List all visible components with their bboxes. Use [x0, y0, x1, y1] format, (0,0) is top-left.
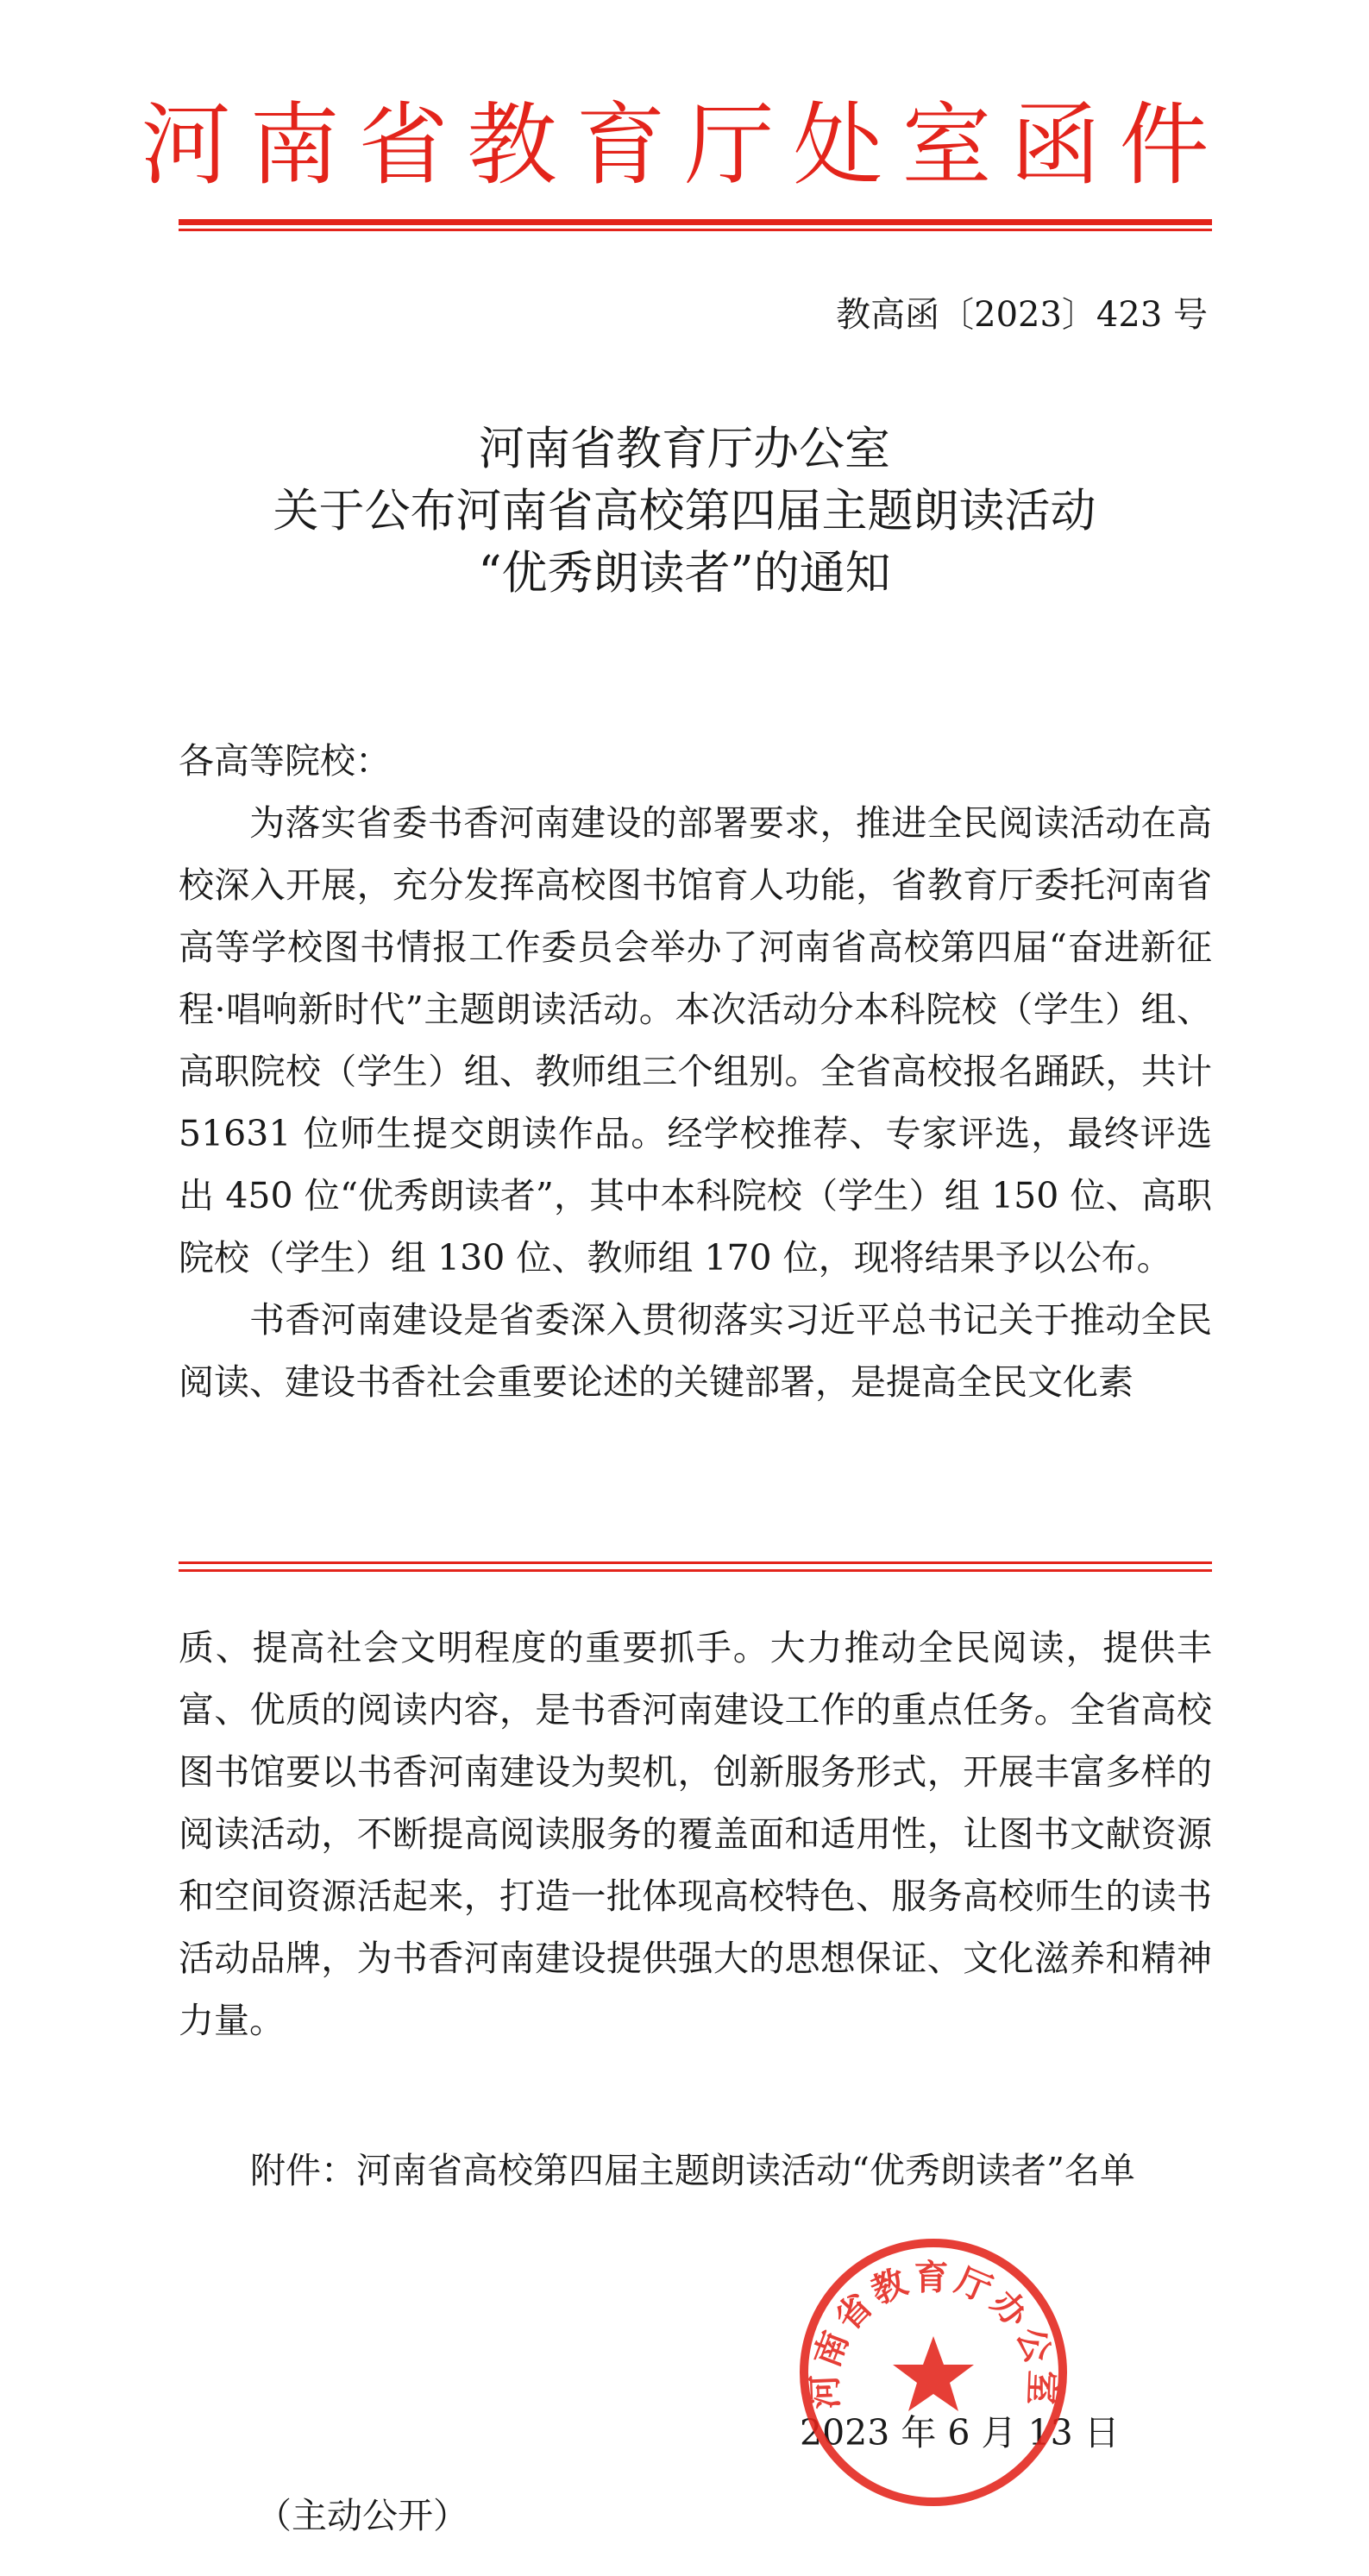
- masthead-rule-thick: [179, 219, 1212, 225]
- body-section-2: [179, 1617, 1212, 2051]
- star-icon: [893, 2336, 974, 2411]
- paragraph-2-continued: 质、提高社会文明程度的重要抓手。大力推动全民阅读，提供丰富、优质的阅读内容，是书香河南建设工作的重点任务。全省高校图书馆要以书香河南建设为契机，创新服务形式，开展丰富多样的阅读活动，不断提高阅读服务的覆盖面和适用性，让图书文献资源和空间资源活起来，打造一批体现高校特色、服务高校师生的读书活动品牌，为书香河南建设提供强大的思想保证、文化滋养和精神力量。: [179, 1627, 1212, 2041]
- document-number: 教高函〔2023〕423 号: [836, 295, 1208, 335]
- masthead-rule-thin: [179, 229, 1212, 231]
- seal-text: 河南省教育厅办公室: [804, 2257, 1063, 2410]
- paragraph-2: 书香河南建设是省委深入贯彻落实习近平总书记关于推动全民阅读、建设书香社会重要论述的关键部署，是提高全民文化素: [179, 1299, 1212, 1403]
- title-line-2: 关于公布河南省高校第四届主题朗读活动: [273, 485, 1096, 537]
- section-divider-top: [179, 1561, 1212, 1564]
- document-title: [0, 418, 1369, 605]
- attachment-note: 附件：河南省高校第四届主题朗读活动“优秀朗读者”名单: [250, 2150, 1135, 2191]
- issue-date: 2023 年 6 月 13 日: [800, 2412, 1120, 2453]
- masthead-title: 河南省教育厅处室函件: [141, 92, 1228, 198]
- title-line-1: 河南省教育厅办公室: [479, 423, 890, 475]
- section-divider-bottom: [179, 1569, 1212, 1572]
- paragraph-1: 为落实省委书香河南建设的部署要求，推进全民阅读活动在高校深入开展，充分发挥高校图书馆育人功能，省教育厅委托河南省高等学校图书情报工作委员会举办了河南省高校第四届“奋进新征程·唱响新时代”主题朗读活动。本次活动分本科院校（学生）组、高职院校（学生）组、教师组三个组别。全省高校报名踊跃，共计 51631 位师生提交朗读作品。经学校推荐、专家评选，最终评选出 450 位“优秀朗读者”，其中本科院校（学生）组 150 位、高职院校（学生）组 130 位、教师组 170 位，现将结果予以公布。: [179, 802, 1212, 1279]
- disclosure-note: （主动公开）: [256, 2495, 468, 2536]
- body-section-1: [179, 792, 1212, 1413]
- official-seal: [795, 2234, 1071, 2510]
- salutation: 各高等院校：: [179, 740, 391, 782]
- title-line-3: “优秀朗读者”的通知: [478, 547, 891, 600]
